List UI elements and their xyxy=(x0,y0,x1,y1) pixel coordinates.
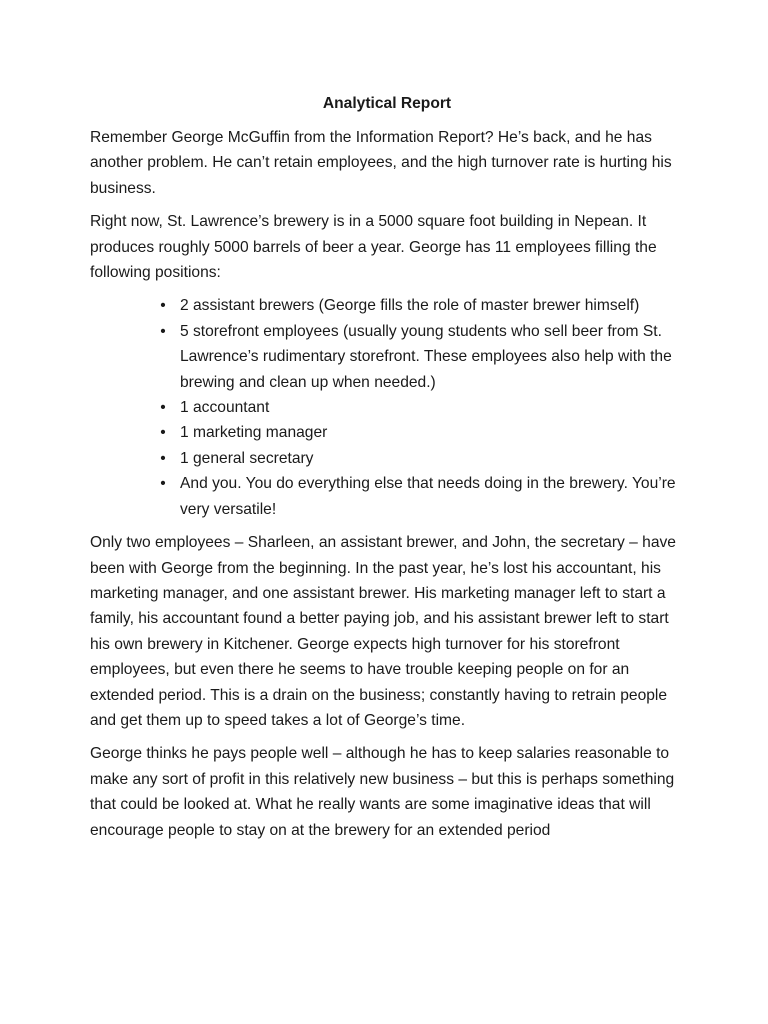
bullet-icon: • xyxy=(160,424,166,442)
bullet-icon: • xyxy=(160,399,166,417)
document-body xyxy=(90,92,684,851)
list-item-text: And you. You do everything else that needs doing in the brewery. You’re very versatile! xyxy=(180,475,676,518)
list-item-text: 2 assistant brewers (George fills the role of master brewer himself) xyxy=(180,297,640,315)
bullet-icon: • xyxy=(160,475,166,493)
list-item-text: 5 storefront employees (usually young students who sell beer from St. Lawrence’s rudimentary storefront. These employees also help with the brewing and clean up when needed.) xyxy=(180,322,672,391)
bullet-icon: • xyxy=(160,449,166,467)
list-item-text: 1 marketing manager xyxy=(180,424,328,442)
list-item xyxy=(90,319,684,395)
list-item xyxy=(90,446,684,471)
paragraph-salary-ideas: George thinks he pays people well – although he has to keep salaries reasonable to make any sort of profit in this relatively new business – but this is perhaps something that could be looked at. What he really wants are some imaginative ideas that will encourage people to stay on at the brewery for an extended period xyxy=(90,745,675,839)
list-item xyxy=(90,471,684,522)
list-item xyxy=(90,395,684,420)
bullet-icon: • xyxy=(160,297,166,315)
list-item xyxy=(90,420,684,445)
list-item-text: 1 accountant xyxy=(180,399,270,417)
paragraph-brewery-details: Right now, St. Lawrence’s brewery is in a 5000 square foot building in Nepean. It produces roughly 5000 barrels of beer a year. George has 11 employees filling the following positions: xyxy=(90,213,657,282)
positions-list xyxy=(90,293,684,522)
paragraph-intro: Remember George McGuffin from the Information Report? He’s back, and he has another problem. He can’t retain employees, and the high turnover rate is hurting his business. xyxy=(90,129,672,197)
document-title: Analytical Report xyxy=(322,95,452,112)
list-item xyxy=(90,293,684,318)
list-item-text: 1 general secretary xyxy=(180,449,314,467)
bullet-icon: • xyxy=(160,322,166,340)
paragraph-employee-history: Only two employees – Sharleen, an assistant brewer, and John, the secretary – have been with George from the beginning. In the past year, he’s lost his accountant, his marketing manager, and one assistant brewer. His marketing manager left to start a family, his accountant found a better paying job, and his assistant brewer left to start his own brewery in Kitchener. George expects high turnover for his storefront employees, but even there he seems to have trouble keeping people on for an extended period. This is a drain on the business; constantly having to retrain people and get them up to speed takes a lot of George’s time. xyxy=(90,534,676,729)
